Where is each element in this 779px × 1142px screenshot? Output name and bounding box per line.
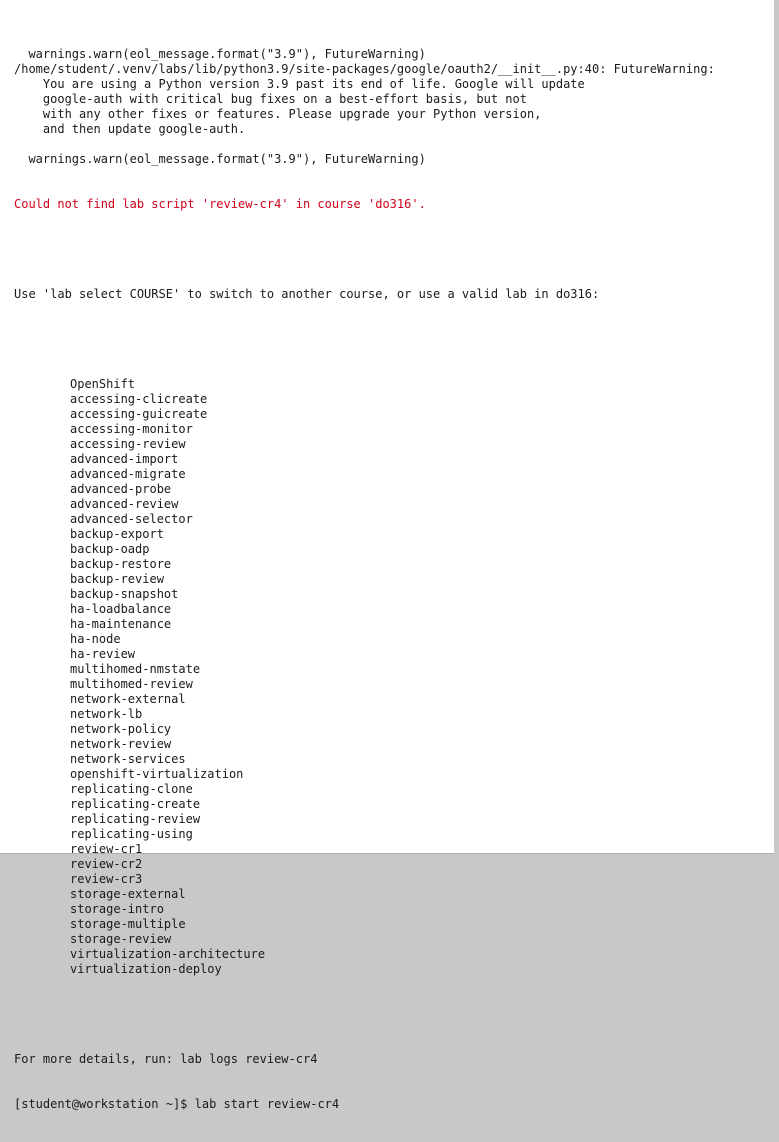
lab-item: backup-oadp: [70, 542, 150, 556]
lab-item: replicating-review: [70, 812, 201, 826]
lab-item: accessing-monitor: [70, 422, 193, 436]
lab-item: review-cr1: [70, 842, 143, 856]
lab-item: advanced-selector: [70, 512, 193, 526]
lab-item: accessing-clicreate: [70, 392, 208, 406]
lab-item: OpenShift: [70, 377, 136, 391]
lab-item: advanced-probe: [70, 482, 172, 496]
terminal-output: [14, 17, 715, 1142]
lab-item: replicating-clone: [70, 782, 193, 796]
lab-item: storage-external: [70, 887, 186, 901]
lab-item: review-cr2: [70, 857, 143, 871]
lab-item: network-policy: [70, 722, 172, 736]
lab-item: network-services: [70, 752, 186, 766]
warning-line: warnings.warn(eol_message.format("3.9"), FutureWarning): [14, 152, 426, 166]
lab-item: backup-export: [70, 527, 164, 541]
lab-item: openshift-virtualization: [70, 767, 244, 781]
warning-line: warnings.warn(eol_message.format("3.9"), FutureWarning): [14, 47, 426, 61]
lab-item: accessing-guicreate: [70, 407, 208, 421]
lab-item: virtualization-deploy: [70, 962, 222, 976]
lab-item: advanced-migrate: [70, 467, 186, 481]
lab-item: advanced-import: [70, 452, 179, 466]
blank-line: [14, 1007, 715, 1022]
lab-item: backup-snapshot: [70, 587, 179, 601]
warning-line: You are using a Python version 3.9 past its end of life. Google will update: [14, 77, 585, 91]
lab-item: ha-node: [70, 632, 121, 646]
blank-line: [14, 332, 715, 347]
lab-item: network-review: [70, 737, 172, 751]
lab-item: multihomed-nmstate: [70, 662, 201, 676]
lab-item: multihomed-review: [70, 677, 193, 691]
lab-item: backup-review: [70, 572, 164, 586]
lab-item: replicating-create: [70, 797, 201, 811]
lab-item: replicating-using: [70, 827, 193, 841]
warning-line: with any other fixes or features. Please upgrade your Python version,: [14, 107, 542, 121]
lab-item: storage-multiple: [70, 917, 186, 931]
lab-item: backup-restore: [70, 557, 172, 571]
usage-message: Use 'lab select COURSE' to switch to another course, or use a valid lab in do316:: [14, 287, 600, 301]
warning-line: google-auth with critical bug fixes on a best-effort basis, but not: [14, 92, 527, 106]
command-line[interactable]: [14, 1097, 715, 1112]
python-warning-block: [14, 47, 715, 167]
typed-command[interactable]: lab start review-cr4: [194, 1097, 340, 1111]
lab-item: review-cr3: [70, 872, 143, 886]
details-message: For more details, run: lab logs review-cr4: [14, 1052, 318, 1066]
shell-prompt: [student@workstation ~]$: [14, 1097, 195, 1111]
lab-list: [14, 377, 715, 977]
lab-item: accessing-review: [70, 437, 186, 451]
lab-item: network-external: [70, 692, 186, 706]
lab-item: storage-review: [70, 932, 172, 946]
lab-item: network-lb: [70, 707, 143, 721]
lab-item: virtualization-architecture: [70, 947, 266, 961]
lab-item: ha-review: [70, 647, 136, 661]
lab-item: ha-maintenance: [70, 617, 172, 631]
error-message: Could not find lab script 'review-cr4' in course 'do316'.: [14, 197, 426, 211]
warning-line: and then update google-auth.: [14, 122, 246, 136]
lab-item: ha-loadbalance: [70, 602, 172, 616]
warning-line: [14, 137, 715, 152]
warning-line: /home/student/.venv/labs/lib/python3.9/site-packages/google/oauth2/__init__.py:40: FutureWarning:: [14, 62, 715, 76]
lab-item: storage-intro: [70, 902, 164, 916]
lab-item: advanced-review: [70, 497, 179, 511]
blank-line: [14, 242, 715, 257]
